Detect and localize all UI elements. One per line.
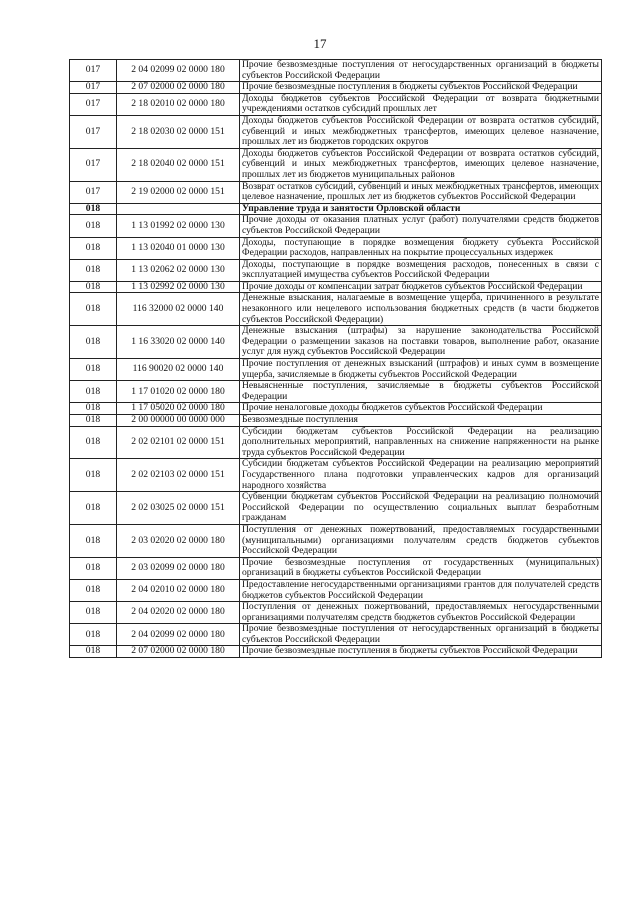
table-row: [70, 602, 602, 624]
table-row: [70, 82, 602, 94]
table-row: [70, 259, 602, 281]
revenue-name-cell: Поступления от денежных пожертвований, предоставляемых государственными (муниципальными) организациями получателям средств бюджетов субъектов Российской Федерации: [240, 524, 602, 557]
table-row: [70, 237, 602, 259]
admin-code-cell: 018: [70, 624, 117, 646]
table-row: [70, 524, 602, 557]
table-row: [70, 492, 602, 525]
admin-code-cell: 018: [70, 602, 117, 624]
revenue-name-cell: Доходы бюджетов субъектов Российской Федерации от возврата бюджетными учреждениями остатков субсидий прошлых лет: [240, 93, 602, 115]
table-row: [70, 115, 602, 148]
revenue-name-cell: Возврат остатков субсидий, субвенций и иных межбюджетных трансфертов, имеющих целевое назначение, прошлых лет из бюджетов субъектов Российской Федерации: [240, 181, 602, 203]
revenue-code-cell: 2 00 00000 00 0000 000: [117, 415, 240, 427]
admin-code-cell: 018: [70, 403, 117, 415]
revenue-code-cell: 2 02 03025 02 0000 151: [117, 492, 240, 525]
revenue-code-cell: 2 04 02099 02 0000 180: [117, 624, 240, 646]
table-row: [70, 426, 602, 459]
revenue-code-cell: 116 90020 02 0000 140: [117, 359, 240, 381]
revenue-name-cell: Поступления от денежных пожертвований, предоставляемых негосударственными организациями получателям средств бюджетов субъектов Российской Федерации: [240, 602, 602, 624]
admin-code-cell: 018: [70, 579, 117, 601]
revenue-name-cell: Доходы бюджетов субъектов Российской Федерации от возврата остатков субсидий, субвенций и иных межбюджетных трансфертов, имеющих целевое назначение, прошлых лет из бюджетов муниципальных районов: [240, 148, 602, 181]
revenue-code-cell: 2 18 02040 02 0000 151: [117, 148, 240, 181]
revenue-name-cell: Субсидии бюджетам субъектов Российской Федерации на реализацию дополнительных мероприятий, направленных на снижение напряженности на рынке труда субъектов Российской Федерации: [240, 426, 602, 459]
revenue-code-cell: 2 03 02099 02 0000 180: [117, 557, 240, 579]
revenue-code-cell: 2 18 02030 02 0000 151: [117, 115, 240, 148]
table-row: [70, 459, 602, 492]
table-row: [70, 148, 602, 181]
table-row: [70, 215, 602, 237]
revenue-code-cell: 2 02 02103 02 0000 151: [117, 459, 240, 492]
admin-code-cell: 018: [70, 359, 117, 381]
admin-code-cell: 017: [70, 181, 117, 203]
revenue-name-cell: Прочие безвозмездные поступления от государственных (муниципальных) организаций в бюджеты субъектов Российской Федерации: [240, 557, 602, 579]
table-row: [70, 93, 602, 115]
admin-code-cell: 018: [70, 259, 117, 281]
table-row: [70, 281, 602, 293]
table-row: [70, 403, 602, 415]
admin-code-cell: 017: [70, 148, 117, 181]
table-row: [70, 293, 602, 326]
revenue-code-cell: 1 17 01020 02 0000 180: [117, 381, 240, 403]
revenue-name-cell: Предоставление негосударственными организациями грантов для получателей средств бюджетов субъектов Российской Федерации: [240, 579, 602, 601]
admin-code-cell: 018: [70, 426, 117, 459]
revenue-codes-table: [69, 59, 602, 658]
admin-code-cell: 017: [70, 93, 117, 115]
revenue-code-cell: 2 03 02020 02 0000 180: [117, 524, 240, 557]
table-row: [70, 359, 602, 381]
admin-code-cell: 018: [70, 215, 117, 237]
revenue-code-cell: 116 32000 02 0000 140: [117, 293, 240, 326]
admin-code-cell: 017: [70, 115, 117, 148]
table-row: [70, 203, 602, 215]
admin-code-cell: 017: [70, 82, 117, 94]
revenue-code-cell: 2 02 02101 02 0000 151: [117, 426, 240, 459]
table-row: [70, 381, 602, 403]
revenue-name-cell: Управление труда и занятости Орловской области: [240, 203, 602, 215]
table-row: [70, 181, 602, 203]
revenue-name-cell: Доходы, поступающие в порядке возмещения бюджету субъекта Российской Федерации расходов, направленных на покрытие процессуальных издержек: [240, 237, 602, 259]
revenue-code-cell: 2 19 02000 02 0000 151: [117, 181, 240, 203]
page-number: 17: [313, 36, 327, 51]
table-body: [70, 60, 602, 658]
revenue-name-cell: Доходы бюджетов субъектов Российской Федерации от возврата остатков субсидий, субвенций и иных межбюджетных трансфертов, имеющих целевое назначение, прошлых лет из бюджетов городских округов: [240, 115, 602, 148]
revenue-code-cell: 1 13 02062 02 0000 130: [117, 259, 240, 281]
table-row: [70, 326, 602, 359]
revenue-name-cell: Денежные взыскания, налагаемые в возмещение ущерба, причиненного в результате незаконного или нецелевого использования бюджетных средств (в части бюджетов субъектов Российской Федерации): [240, 293, 602, 326]
revenue-code-cell: 1 16 33020 02 0000 140: [117, 326, 240, 359]
admin-code-cell: 017: [70, 60, 117, 82]
revenue-name-cell: Невыясненные поступления, зачисляемые в бюджеты субъектов Российской Федерации: [240, 381, 602, 403]
revenue-code-cell: 1 13 02040 01 0000 130: [117, 237, 240, 259]
revenue-code-cell: 1 13 02992 02 0000 130: [117, 281, 240, 293]
admin-code-cell: 018: [70, 203, 117, 215]
table-row: [70, 415, 602, 427]
revenue-code-cell: 2 07 02000 02 0000 180: [117, 82, 240, 94]
revenue-name-cell: Прочие доходы от компенсации затрат бюджетов субъектов Российской Федерации: [240, 281, 602, 293]
admin-code-cell: 018: [70, 524, 117, 557]
table-row: [70, 646, 602, 658]
revenue-code-cell: 2 04 02020 02 0000 180: [117, 602, 240, 624]
admin-code-cell: 018: [70, 381, 117, 403]
admin-code-cell: 018: [70, 237, 117, 259]
revenue-name-cell: Доходы, поступающие в порядке возмещения расходов, понесенных в связи с эксплуатацией имущества субъектов Российской Федерации: [240, 259, 602, 281]
admin-code-cell: 018: [70, 415, 117, 427]
revenue-code-cell: 2 18 02010 02 0000 180: [117, 93, 240, 115]
revenue-code-cell: 2 04 02099 02 0000 180: [117, 60, 240, 82]
admin-code-cell: 018: [70, 459, 117, 492]
revenue-name-cell: Прочие доходы от оказания платных услуг (работ) получателями средств бюджетов субъектов Российской Федерации: [240, 215, 602, 237]
admin-code-cell: 018: [70, 326, 117, 359]
revenue-name-cell: Прочие безвозмездные поступления в бюджеты субъектов Российской Федерации: [240, 646, 602, 658]
revenue-name-cell: Прочие поступления от денежных взысканий (штрафов) и иных сумм в возмещение ущерба, зачисляемые в бюджеты субъектов Российской Федерации: [240, 359, 602, 381]
table-row: [70, 624, 602, 646]
revenue-name-cell: Прочие безвозмездные поступления от негосударственных организаций в бюджеты субъектов Российской Федерации: [240, 624, 602, 646]
revenue-code-cell: 1 17 05020 02 0000 180: [117, 403, 240, 415]
admin-code-cell: 018: [70, 557, 117, 579]
revenue-name-cell: Субвенции бюджетам субъектов Российской Федерации на реализацию полномочий Российской Федерации по осуществлению социальных выплат безработным гражданам: [240, 492, 602, 525]
revenue-name-cell: Денежные взыскания (штрафы) за нарушение законодательства Российской Федерации о размещении заказов на поставки товаров, выполнение работ, оказание услуг для нужд субъектов Российской Федерации: [240, 326, 602, 359]
table-row: [70, 60, 602, 82]
table-row: [70, 579, 602, 601]
revenue-name-cell: Безвозмездные поступления: [240, 415, 602, 427]
revenue-code-cell: 2 04 02010 02 0000 180: [117, 579, 240, 601]
revenue-code-cell: [117, 203, 240, 215]
admin-code-cell: 018: [70, 646, 117, 658]
revenue-code-cell: 2 07 02000 02 0000 180: [117, 646, 240, 658]
revenue-name-cell: Прочие безвозмездные поступления в бюджеты субъектов Российской Федерации: [240, 82, 602, 94]
revenue-code-cell: 1 13 01992 02 0000 130: [117, 215, 240, 237]
revenue-name-cell: Субсидии бюджетам субъектов Российской Федерации на реализацию мероприятий Государственного плана подготовки управленческих кадров для организаций народного хозяйства: [240, 459, 602, 492]
revenue-name-cell: Прочие неналоговые доходы бюджетов субъектов Российской Федерации: [240, 403, 602, 415]
admin-code-cell: 018: [70, 281, 117, 293]
admin-code-cell: 018: [70, 492, 117, 525]
revenue-name-cell: Прочие безвозмездные поступления от негосударственных организаций в бюджеты субъектов Российской Федерации: [240, 60, 602, 82]
admin-code-cell: 018: [70, 293, 117, 326]
table-row: [70, 557, 602, 579]
